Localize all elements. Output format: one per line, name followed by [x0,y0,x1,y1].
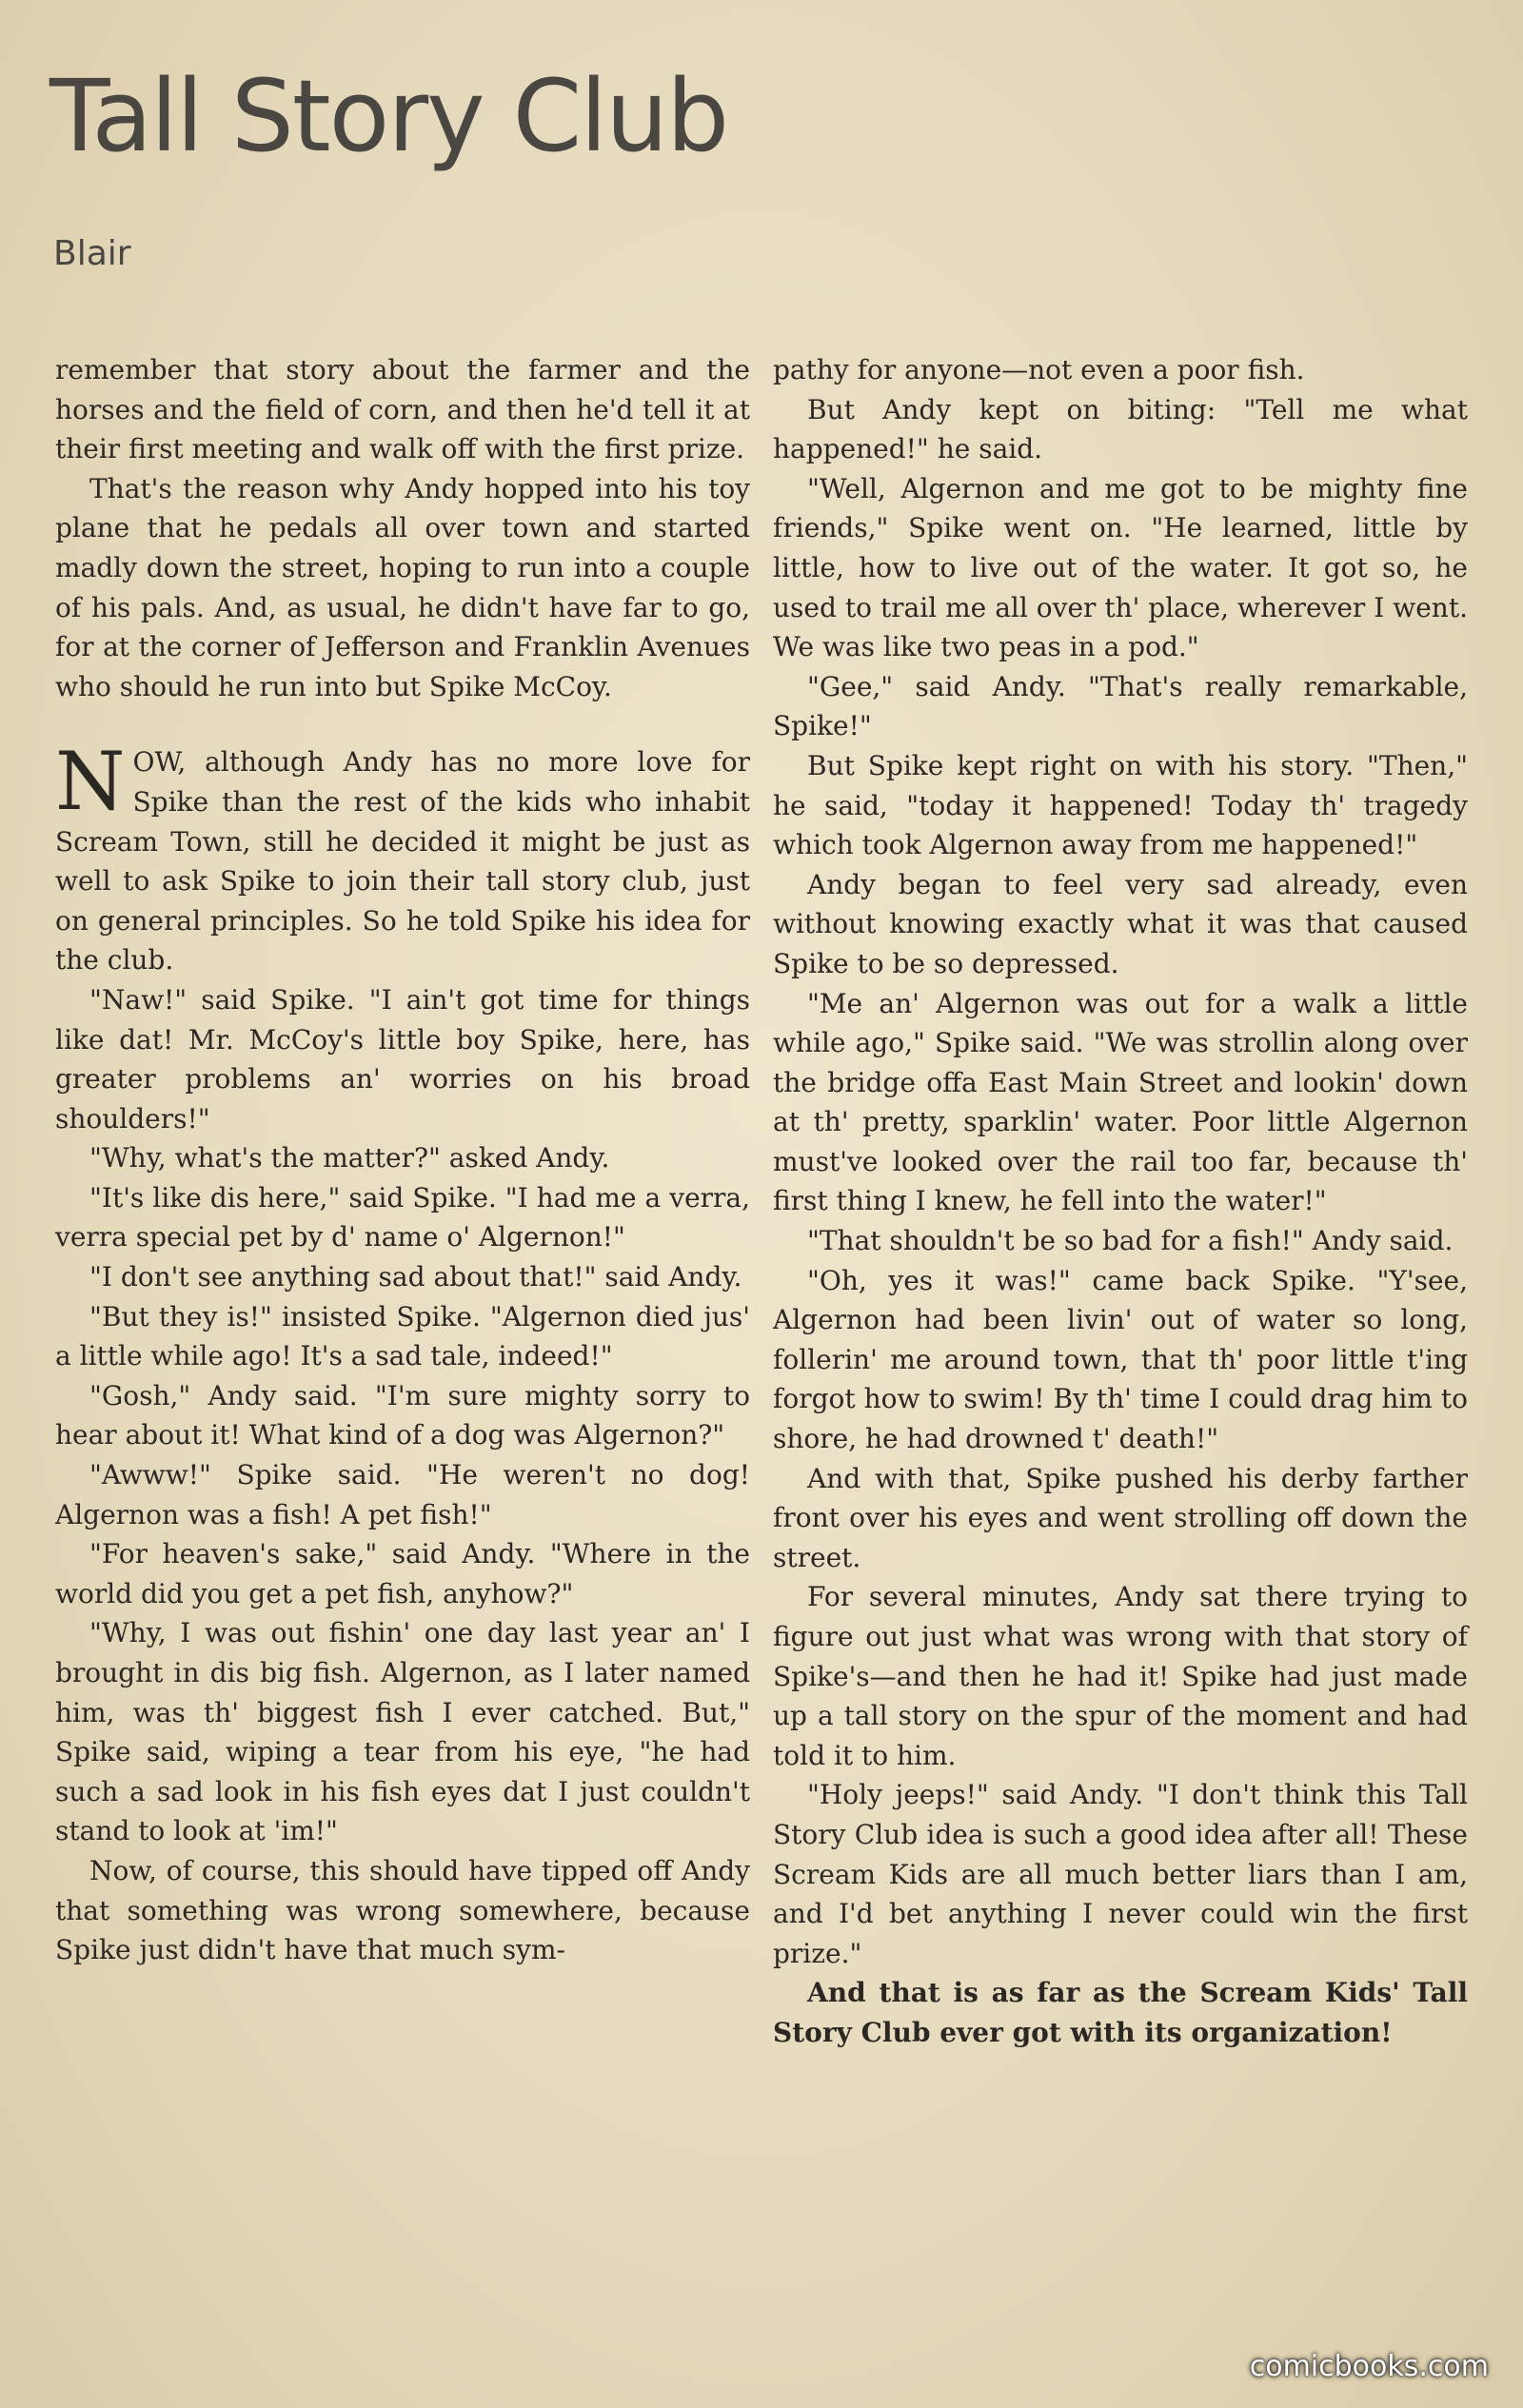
paragraph: "Gosh," Andy said. "I'm sure mighty sorry to hear about it! What kind of a dog was Algernon?" [55,1379,750,1451]
paragraph: "Why, I was out fishin' one day last year an' I brought in dis big fish. Algernon, as I later named him, was th' biggest fish I ever catched. But," Spike said, wiping a tear from his eye, "he had such a sad look in his fish eyes dat I just couldn't stand to look at 'im!" [55,1617,750,1847]
paragraph: "It's like dis here," said Spike. "I had me a verra, verra special pet by d' name o' Algernon!" [55,1181,750,1253]
paragraph: "For heaven's sake," said Andy. "Where in the world did you get a pet fish, anyhow?" [55,1538,750,1609]
paragraph: "Well, Algernon and me got to be mighty fine friends," Spike went on. "He learned, little by little, how to live out of the water. It got so, he used to trail me all over th' place, wherever I went. We was like two peas in a pod." [773,472,1468,663]
paragraph: pathy for anyone—not even a poor fish. [773,354,1305,385]
paragraph: "Me an' Algernon was out for a walk a little while ago," Spike said. "We was strollin along over the bridge offa East Main Street and lookin' down at th' pretty, sparklin' water. Poor little Algernon must've looked over the rail too far, because th' first thing I knew, he fell into the water!" [773,987,1468,1217]
article-title: Tall Story Club [49,58,728,174]
watermark: comicbooks.com [1249,2350,1489,2383]
paragraph: Now, of course, this should have tipped off Andy that something was wrong somewhere, because Spike just didn't have that much sym- [55,1854,750,1966]
left-column [55,350,750,1970]
paragraph: "But they is!" insisted Spike. "Algernon died jus' a little while ago! It's a sad tale, indeed!" [55,1300,750,1372]
paragraph: "Oh, yes it was!" came back Spike. "Y'see, Algernon had been livin' out of water so long, follerin' me around town, that th' poor little t'ing forgot how to swim! By th' time I could drag him to shore, he had drowned t' death!" [773,1264,1468,1455]
closing-paragraph: And that is as far as the Scream Kids' Tall Story Club ever got with its organization! [773,1977,1468,2048]
paragraph: "Holy jeeps!" said Andy. "I don't think this Tall Story Club idea is such a good idea after all! These Scream Kids are all much better liars than I am, and I'd bet anything I never could win the first prize." [773,1779,1468,1969]
paragraph: That's the reason why Andy hopped into his toy plane that he pedals all over town and started madly down the street, hoping to run into a couple of his pals. And, as usual, he didn't have far to go, for at the corner of Jefferson and Franklin Avenues who should he run into but Spike McCoy. [55,472,750,702]
paragraph-dropcap [55,735,750,980]
paragraph: "That shouldn't be so bad for a fish!" Andy said. [807,1225,1454,1257]
byline: Blair [53,234,131,273]
paragraph: "I don't see anything sad about that!" said Andy. [89,1261,742,1293]
paragraph: But Andy kept on biting: "Tell me what happened!" he said. [773,393,1468,465]
paragraph: Andy began to feel very sad already, even without knowing exactly what it was that caused Spike to be so depressed. [773,868,1468,979]
paragraph: "Naw!" said Spike. "I ain't got time for things like dat! Mr. McCoy's little boy Spike, here, has greater problems an' worries on his broad shoulders!" [55,983,750,1135]
paragraph: "Gee," said Andy. "That's really remarkable, Spike!" [773,670,1468,742]
paragraph: "Why, what's the matter?" asked Andy. [89,1142,610,1174]
right-column [773,350,1468,2053]
drop-cap: N [55,735,126,829]
paragraph: For several minutes, Andy sat there trying to figure out just what was wrong with that story of Spike's—and then he had it! Spike had just made up a tall story on the spur of the moment and had told it to him. [773,1581,1468,1771]
paragraph: "Awww!" Spike said. "He weren't no dog! Algernon was a fish! A pet fish!" [55,1459,750,1530]
paragraph: And with that, Spike pushed his derby farther front over his eyes and went strolling off down the street. [773,1462,1468,1573]
paragraph: But Spike kept right on with his story. "Then," he said, "today it happened! Today th' tragedy which took Algernon away from me happened!" [773,749,1468,861]
paragraph: remember that story about the farmer and the horses and the field of corn, and then he'd tell it at their first meeting and walk off with the first prize. [55,354,750,465]
paragraph-text: OW, although Andy has no more love for Spike than the rest of the kids who inhabit Scream Town, still he decided it might be just as well to ask Spike to join their tall story club, just on general principles. So he told Spike his idea for the club. [55,746,750,977]
